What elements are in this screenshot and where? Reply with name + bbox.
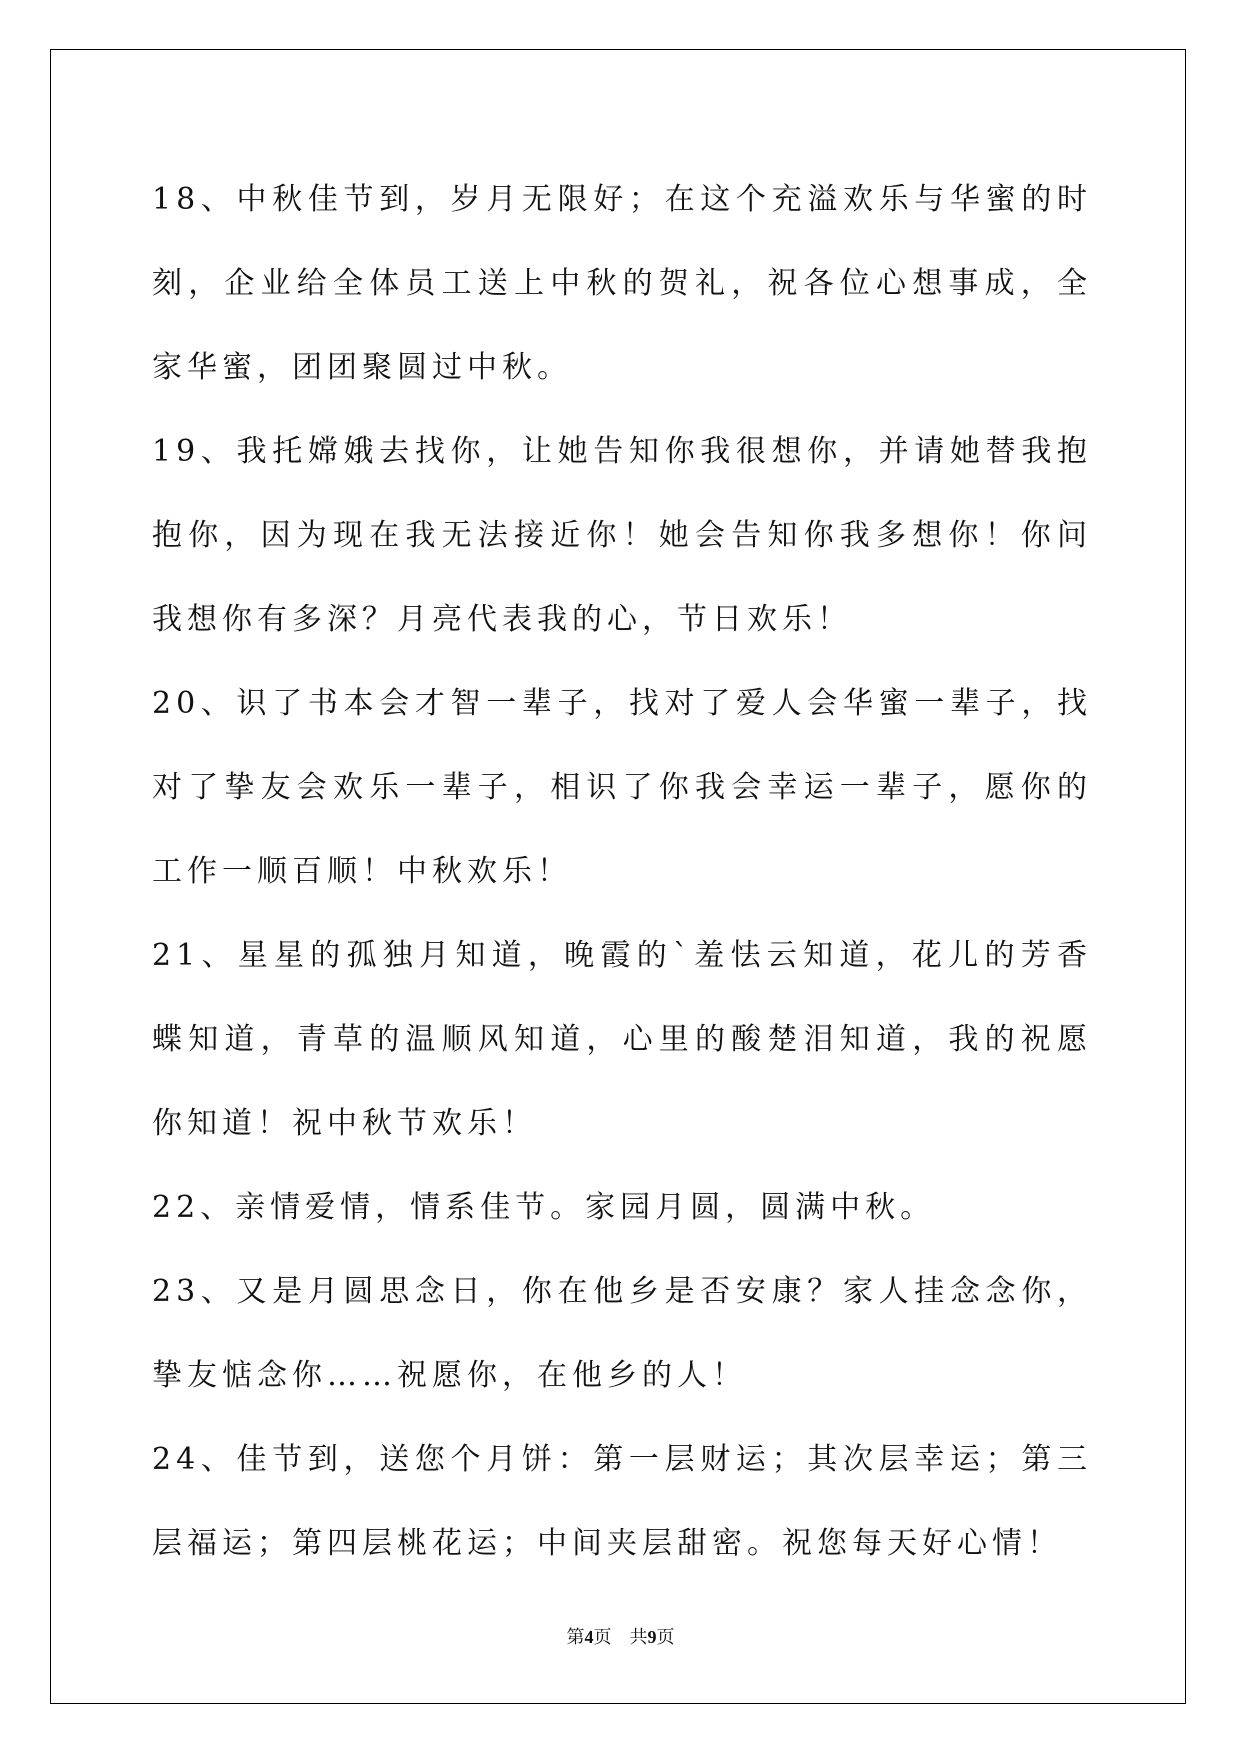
paragraph-21: 21、星星的孤独月知道，晚霞的`羞怯云知道，花儿的芳香蝶知道，青草的温顺风知道，心里的酸楚泪知道，我的祝愿你知道！祝中秋节欢乐！ [152,938,1092,1141]
total-prefix: 共 [629,1627,648,1647]
page-prefix: 第 [566,1627,585,1647]
paragraph-23: 23、又是月圆思念日，你在他乡是否安康？家人挂念念你，挚友惦念你……祝愿你，在他乡的人！ [152,1274,1092,1393]
paragraph-24: 24、佳节到，送您个月饼：第一层财运；其次层幸运；第三层福运；第四层桃花运；中间夹层甜密。祝您每天好心情！ [152,1442,1092,1561]
paragraph-22: 22、亲情爱情，情系佳节。家园月圆，圆满中秋。 [152,1190,936,1225]
total-suffix: 页 [656,1627,675,1647]
paragraph-18: 18、中秋佳节到，岁月无限好；在这个充溢欢乐与华蜜的时刻，企业给全体员工送上中秋的贺礼，祝各位心想事成，全家华蜜，团团聚圆过中秋。 [152,182,1092,385]
page-suffix: 页 [593,1627,612,1647]
paragraph-20: 20、识了书本会才智一辈子，找对了爱人会华蜜一辈子，找对了挚友会欢乐一辈子，相识了你我会幸运一辈子，愿你的工作一顺百顺！中秋欢乐！ [152,686,1092,889]
document-body [152,158,1092,1586]
page-number: 4 [584,1627,594,1647]
paragraph-19: 19、我托嫦娥去找你，让她告知你我很想你，并请她替我抱抱你，因为现在我无法接近你！她会告知你我多想你！你问我想你有多深？月亮代表我的心，节日欢乐！ [152,434,1092,637]
page-footer [0,1623,1241,1649]
total-pages: 9 [647,1627,657,1647]
